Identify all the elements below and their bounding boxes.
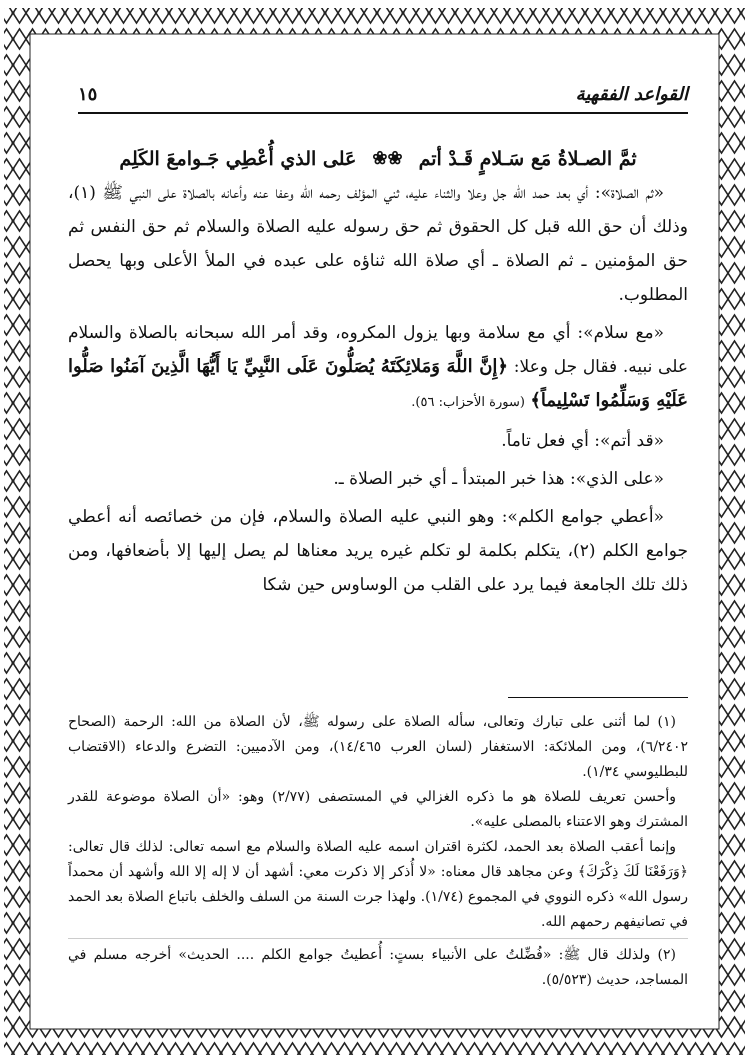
footnote: وأحسن تعريف للصلاة هو ما ذكره الغزالي في المستصفى (٢/٧٧) وهو: «أن الصلاة موضوعة للقدر المشترك وهو الاعتناء بالمصلى عليه». [68, 789, 688, 830]
verse-hemistich-left: عَلى الذي أُعْطِي جَـوامعَ الكَلِم [119, 148, 357, 170]
footnotes [68, 697, 688, 993]
paragraph [68, 316, 688, 420]
book-title: القواعد الفقهية [575, 84, 688, 105]
verse-hemistich-right: ثمَّ الصـلاةُ مَع سَـلامٍ قَـدْ أتم [418, 148, 637, 170]
footnote: (٢) ولذلك قال ﷺ: «فُضِّلتُ على الأنبياء بستٍ: أُعطيتُ جوامع الكلم .... الحديث» أخرجه مسلم في المساجد، حديث (٥/٥٢٣). [68, 938, 688, 993]
paragraph-text: «مع سلام»: أي مع سلامة وبها يزول المكروه، وقد أمر الله سبحانه بالصلاة والسلام على نبيه. فقال جل وعلا: [68, 323, 689, 377]
verse-ornament: ❀❀ [372, 148, 403, 169]
quran-verse: ﴿إِنَّ اللَّهَ وَمَلائِكَتَهُ يُصَلُّونَ عَلَى النَّبِيِّ يَا أَيُّهَا الَّذِينَ آمَنُوا صَلُّوا عَلَيْهِ وَسَلِّمُوا تَسْلِيماً﴾ [68, 356, 688, 411]
paragraph: «أعطي جوامع الكلم»: وهو النبي عليه الصلاة والسلام، فإن من خصائصه أنه أعطي جوامع الكلم (٢)، يتكلم بكلمة لو تكلم غيره يريد معناها لم يصل إليها إلا بأضعافها، ومن ذلك تلك الجامعة فيما يرد على القلب من الوساوس حين شكا [68, 507, 689, 595]
paragraph: «على الذي»: هذا خبر المبتدأ ـ أي خبر الصلاة ـ. [333, 469, 664, 489]
commentary-body [68, 176, 688, 606]
verse-reference: (سورة الأحزاب: ٥٦). [411, 395, 525, 410]
running-header [78, 82, 688, 114]
book-page [62, 72, 694, 1012]
footnote: (١) لما أثنى على تبارك وتعالى، سأله الصلاة على رسوله ﷺ، لأن الصلاة من الله: الرحمة (الصحاح ٦/٢٤٠٢)، ومن الملائكة: الاستغفار (لسان العرب ١٤/٤٦٥)، ومن الآدميين: التضرع والدعاء (الاقتضاب للبطليوسي ١/٣٤). [68, 714, 689, 780]
paragraph: «قد أتم»: أي فعل تاماً. [501, 431, 664, 451]
page-number: ١٥ [78, 84, 98, 105]
footnote: وإنما أعقب الصلاة بعد الحمد، لكثرة اقتران اسمه عليه الصلاة والسلام مع اسمه تعالى: لذلك قال تعالى: ﴿وَرَفَعْنَا لَكَ ذِكْرَكَ﴾ وعن مجاهد قال معناه: «لا أُذكر إلا ذكرت معي: أشهد أن لا إله إلا الله وأشهد أن محمداً رسول الله» ذكره النووي في المجموع (١/٧٤). ولهذا جرت السنة من السلف والخلف باتباع الصلاة بعد الحمد في تصانيفهم رحمهم الله. [68, 839, 689, 930]
poem-verse [62, 142, 694, 176]
paragraph: «ثم الصلاة»: أي بعد حمد الله جل وعلا والثناء عليه، ثني المؤلف رحمه الله وعفا عنه وأعانه بالصلاة على النبي ﷺ (١)، وذلك أن حق الله قبل كل الحقوق ثم حق رسوله عليه الصلاة والسلام ثم حق النفس ثم حق المؤمنين ـ ثم الصلاة ـ أي صلاة الله ثناؤه على عبده في الملأ الأعلى وبها يحصل المطلوب. [68, 183, 688, 305]
footnote-divider [508, 697, 688, 698]
